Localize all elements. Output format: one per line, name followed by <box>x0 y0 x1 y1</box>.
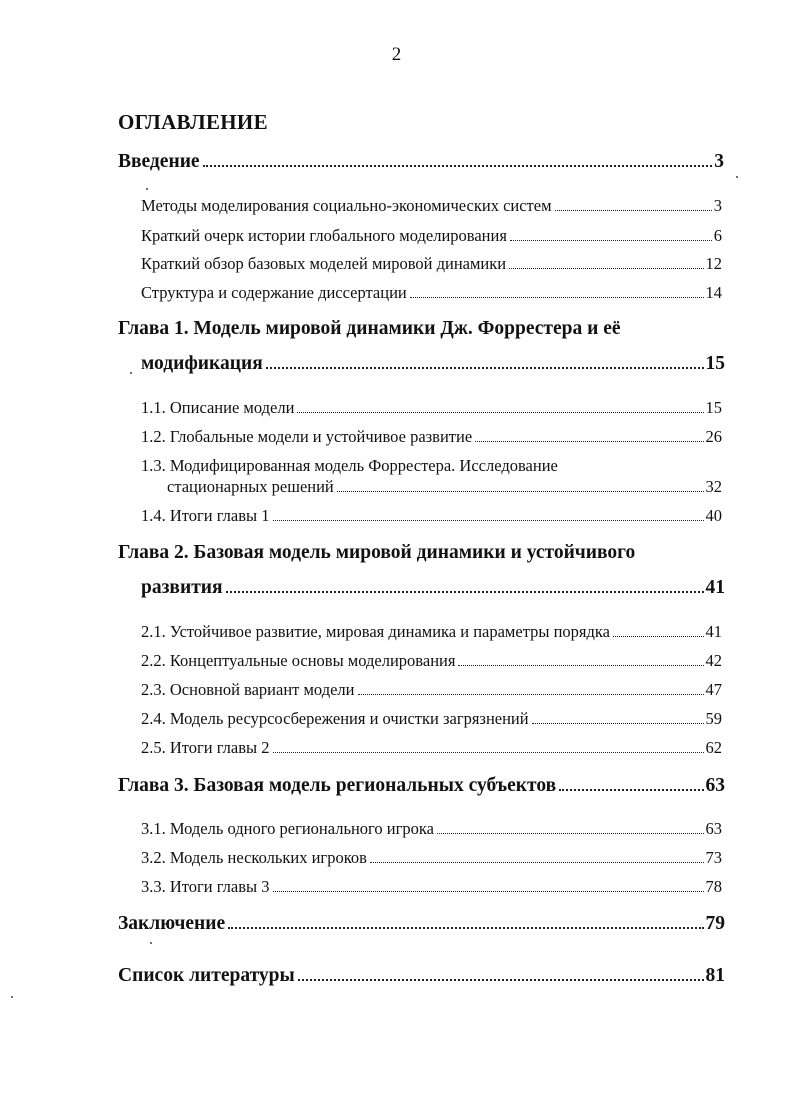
toc-entry-page: 3 <box>714 151 724 172</box>
dot-leader <box>509 268 703 269</box>
toc-entry-3-1[interactable] <box>141 819 722 839</box>
toc-entry-page: 63 <box>705 819 722 838</box>
dot-leader <box>555 210 712 211</box>
dot-leader <box>203 165 713 167</box>
toc-entry-page: 14 <box>705 283 722 302</box>
dot-leader <box>370 862 704 863</box>
toc-entry-page: 63 <box>705 775 725 796</box>
toc-entry-1-1[interactable] <box>141 398 722 418</box>
scan-speck <box>146 188 148 190</box>
toc-entry-page: 73 <box>705 848 722 867</box>
toc-entry-page: 12 <box>705 254 722 273</box>
toc-entry-introduction[interactable] <box>118 151 724 173</box>
toc-entry-page: 41 <box>705 622 722 641</box>
toc-entry-title: 1.4. Итоги главы 1 <box>141 506 270 525</box>
toc-entry-2-4[interactable] <box>141 709 722 729</box>
toc-entry-title: стационарных решений <box>167 477 334 496</box>
toc-entry-structure[interactable] <box>141 283 722 303</box>
dot-leader <box>510 240 712 241</box>
toc-heading: ОГЛАВЛЕНИЕ <box>118 110 268 134</box>
dot-leader <box>475 441 703 442</box>
toc-entry-title: 1.1. Описание модели <box>141 398 295 417</box>
toc-entry-2-1[interactable] <box>141 622 722 642</box>
toc-entry-title: Заключение <box>118 913 226 934</box>
toc-entry-overview[interactable] <box>141 254 722 274</box>
scan-speck <box>150 942 152 944</box>
toc-entry-page: 41 <box>705 577 725 598</box>
toc-entry-3-2[interactable] <box>141 848 722 868</box>
toc-entry-page: 3 <box>713 196 722 215</box>
toc-entry-title: развития <box>141 577 223 598</box>
toc-entry-bibliography[interactable] <box>118 965 725 987</box>
toc-entry-page: 40 <box>705 506 722 525</box>
toc-entry-title: Краткий очерк истории глобального моделирования <box>141 226 507 245</box>
dot-leader <box>273 752 704 753</box>
toc-chapter-1[interactable] <box>141 353 725 375</box>
dot-leader <box>226 591 704 593</box>
toc-entry-title: 3.3. Итоги главы 3 <box>141 877 270 896</box>
toc-entry-title: 3.1. Модель одного регионального игрока <box>141 819 434 838</box>
dot-leader <box>228 927 703 929</box>
dot-leader <box>273 891 704 892</box>
toc-entry-1-2[interactable] <box>141 427 722 447</box>
toc-entry-page: 6 <box>713 226 722 245</box>
toc-entry-page: 78 <box>705 877 722 896</box>
dot-leader <box>358 694 704 695</box>
toc-entry-1-4[interactable] <box>141 506 722 526</box>
toc-entry-page: 81 <box>705 965 725 986</box>
toc-entry-2-2[interactable] <box>141 651 722 671</box>
dot-leader <box>532 723 704 724</box>
toc-entry-title: модификация <box>141 353 263 374</box>
toc-entry-title: 2.4. Модель ресурсосбережения и очистки загрязнений <box>141 709 529 728</box>
toc-entry-page: 47 <box>705 680 722 699</box>
toc-entry-methods[interactable] <box>141 196 722 216</box>
dot-leader <box>266 367 704 369</box>
toc-entry-title: 3.2. Модель нескольких игроков <box>141 848 367 867</box>
scan-speck <box>736 176 738 178</box>
toc-entry-title: Список литературы <box>118 965 295 986</box>
toc-entry-conclusion[interactable] <box>118 913 725 935</box>
toc-chapter-2-line1[interactable]: Глава 2. Базовая модель мировой динамики и устойчивого <box>118 542 636 563</box>
page-number: 2 <box>391 44 402 65</box>
toc-entry-page: 15 <box>705 398 722 417</box>
toc-entry-title: 1.2. Глобальные модели и устойчивое развитие <box>141 427 473 446</box>
toc-entry-page: 26 <box>705 427 722 446</box>
dot-leader <box>613 636 704 637</box>
dot-leader <box>458 665 703 666</box>
toc-entry-1-3[interactable] <box>167 477 722 497</box>
toc-chapter-2[interactable] <box>141 577 725 599</box>
dot-leader <box>298 979 704 981</box>
toc-entry-1-3-line1[interactable]: 1.3. Модифицированная модель Форрестера. Исследование <box>141 456 558 475</box>
toc-entry-title: 2.5. Итоги главы 2 <box>141 738 270 757</box>
toc-entry-3-3[interactable] <box>141 877 722 897</box>
toc-entry-title: 2.2. Концептуальные основы моделирования <box>141 651 456 670</box>
toc-entry-title: 2.3. Основной вариант модели <box>141 680 355 699</box>
dot-leader <box>273 520 704 521</box>
toc-entry-title: Структура и содержание диссертации <box>141 283 407 302</box>
toc-entry-2-5[interactable] <box>141 738 722 758</box>
dot-leader <box>437 833 704 834</box>
toc-entry-page: 42 <box>705 651 722 670</box>
toc-entry-page: 15 <box>705 353 725 374</box>
toc-chapter-3[interactable] <box>118 775 725 797</box>
toc-entry-2-3[interactable] <box>141 680 722 700</box>
toc-entry-title: 2.1. Устойчивое развитие, мировая динамика и параметры порядка <box>141 622 610 641</box>
toc-chapter-1-line1[interactable]: Глава 1. Модель мировой динамики Дж. Форрестера и её <box>118 318 621 339</box>
toc-entry-page: 59 <box>705 709 722 728</box>
dot-leader <box>559 789 703 791</box>
toc-entry-title: Краткий обзор базовых моделей мировой динамики <box>141 254 507 273</box>
scan-speck <box>130 372 132 374</box>
toc-entry-history[interactable] <box>141 226 722 246</box>
toc-entry-page: 62 <box>705 738 722 757</box>
dot-leader <box>337 491 704 492</box>
scan-speck <box>11 996 13 998</box>
toc-entry-title: Глава 3. Базовая модель региональных субъектов <box>118 775 557 796</box>
toc-entry-title: Методы моделирования социально-экономических систем <box>141 196 552 215</box>
toc-entry-title: Введение <box>118 151 200 172</box>
dot-leader <box>297 412 703 413</box>
dot-leader <box>410 297 704 298</box>
toc-entry-page: 32 <box>705 477 722 496</box>
toc-entry-page: 79 <box>705 913 725 934</box>
